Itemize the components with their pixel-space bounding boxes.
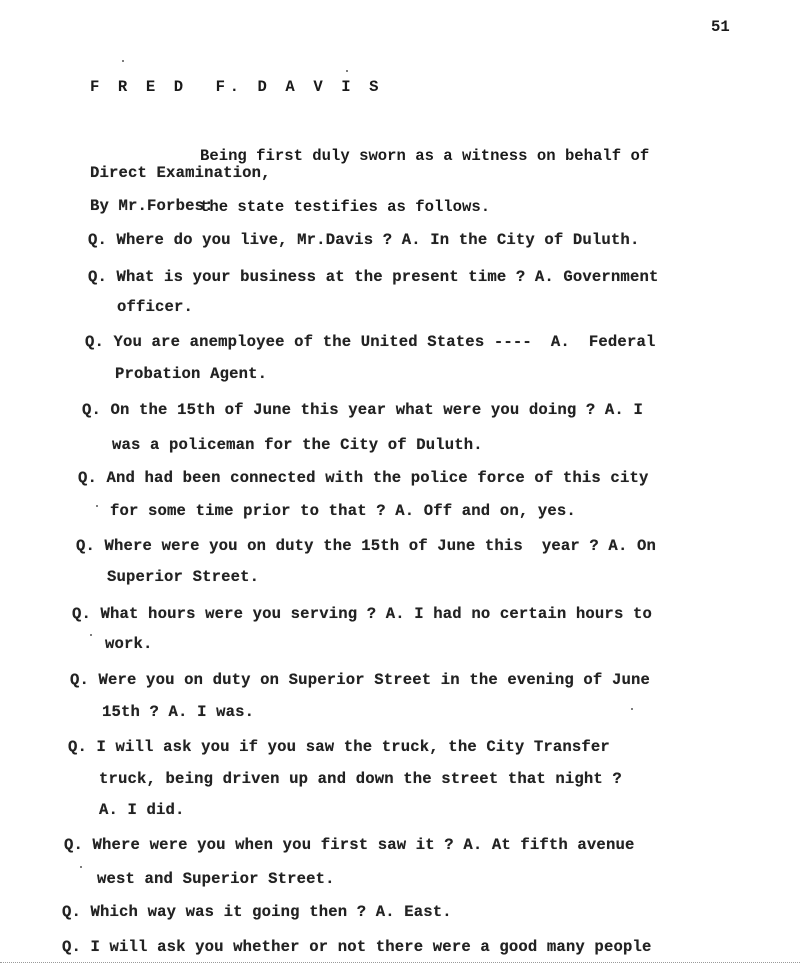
- sworn-statement-line: the state testifies as follows.: [200, 198, 491, 216]
- witness-name-heading: F R E D F. D A V I S: [90, 78, 384, 96]
- page-number: 51: [711, 18, 730, 36]
- paper-speck: [346, 70, 348, 72]
- paper-speck: [90, 634, 92, 636]
- question-line: Q. Where were you on duty the 15th of June this year ? A. On: [76, 537, 656, 555]
- sworn-statement: [200, 114, 649, 250]
- question-line: Q. I will ask you whether or not there were a good many people: [62, 938, 652, 956]
- continuation-line: Probation Agent.: [115, 365, 268, 383]
- continuation-line: Superior Street.: [107, 568, 260, 586]
- question-line: Q. I will ask you if you saw the truck, the City Transfer: [68, 738, 610, 756]
- question-line: Q. Where were you when you first saw it ? A. At fifth avenue: [64, 836, 635, 854]
- question-line: Q. You are anemployee of the United States ---- A. Federal: [85, 333, 656, 351]
- question-line: Q. What hours were you serving ? A. I had no certain hours to: [72, 605, 652, 623]
- continuation-line: officer.: [117, 298, 194, 316]
- question-line: Q. What is your business at the present time ? A. Government: [88, 268, 659, 286]
- continuation-line: 15th ? A. I was.: [102, 703, 255, 721]
- continuation-line: truck, being driven up and down the street that night ?: [99, 770, 622, 788]
- sworn-statement-line: Being first duly sworn as a witness on behalf of: [200, 147, 650, 165]
- continuation-line: was a policeman for the City of Duluth.: [112, 436, 483, 454]
- examiner-label: By Mr.Forbes:: [90, 197, 214, 215]
- page-bottom-edge: [0, 962, 800, 963]
- question-line: Q. Were you on duty on Superior Street in the evening of June: [70, 671, 650, 689]
- paper-speck: [80, 866, 82, 868]
- continuation-line: A. I did.: [99, 801, 185, 819]
- question-line: Q. On the 15th of June this year what were you doing ? A. I: [82, 401, 643, 419]
- paper-speck: [96, 505, 98, 507]
- question-line: Q. Where do you live, Mr.Davis ? A. In the City of Duluth.: [88, 231, 640, 249]
- paper-speck: [122, 60, 124, 62]
- continuation-line: west and Superior Street.: [97, 870, 335, 888]
- paper-speck: [631, 708, 633, 710]
- continuation-line: for some time prior to that ? A. Off and on, yes.: [110, 502, 576, 520]
- examination-type: Direct Examination,: [90, 164, 271, 182]
- question-line: Q. And had been connected with the police force of this city: [78, 469, 649, 487]
- question-line: Q. Which way was it going then ? A. East.: [62, 903, 452, 921]
- continuation-line: work.: [105, 635, 153, 653]
